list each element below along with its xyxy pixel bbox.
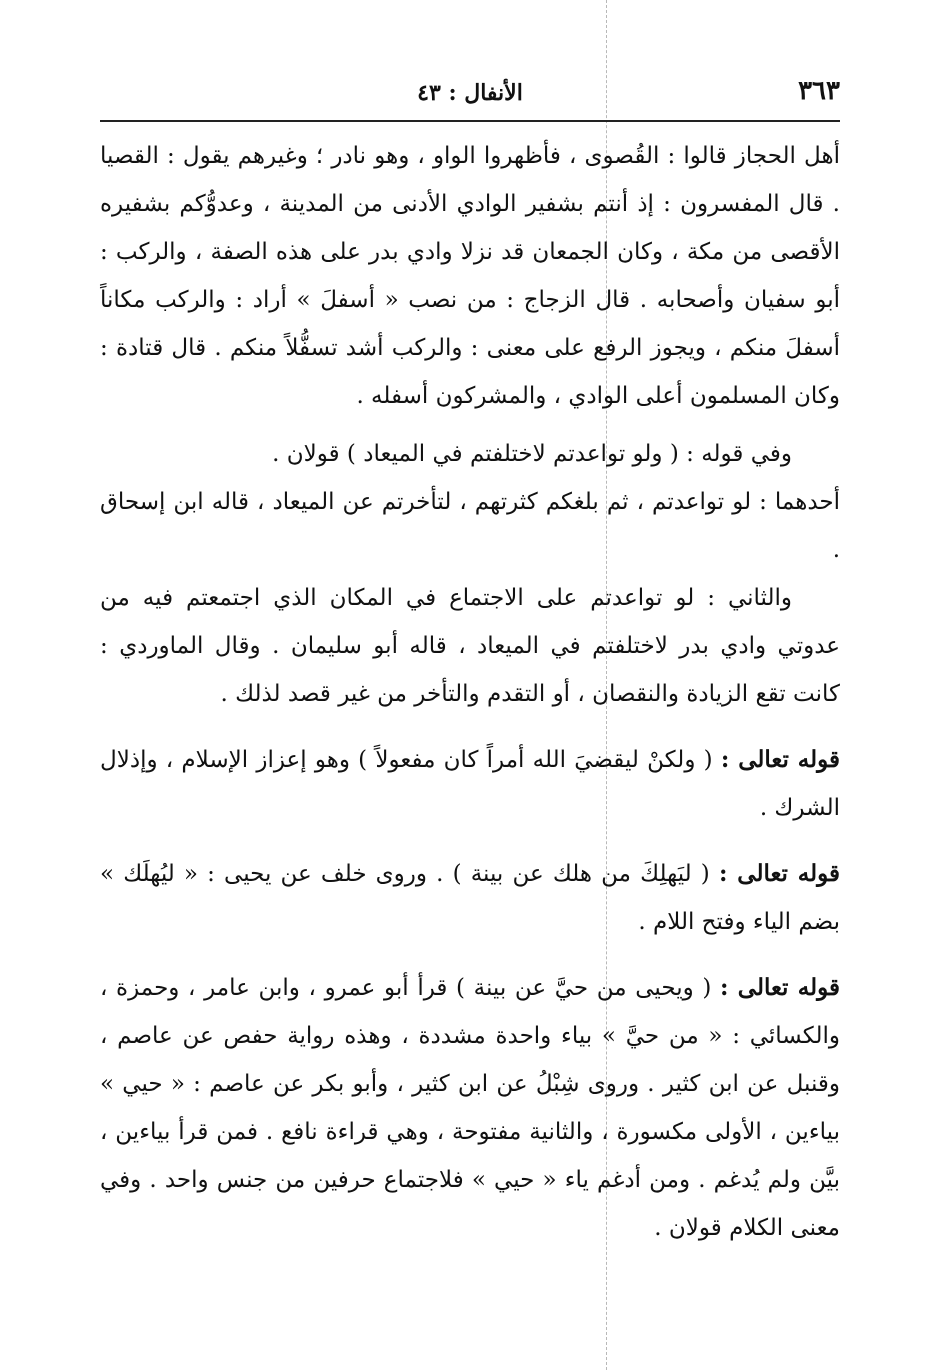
paragraph: [100, 430, 840, 478]
paragraph-text: ( ليَهلِكَ من هلك عن بينة ) . وروى خلف عن يحيى : « ليُهلَك » بضم الياء وفتح اللام .: [100, 861, 840, 935]
book-page: [100, 70, 840, 1252]
paragraph-text: أحدهما : لو تواعدتم ، ثم بلغكم كثرتهم ، لتأخرتم عن الميعاد ، قاله ابن إسحاق .: [100, 489, 840, 563]
paragraph-lead: قوله تعالى :: [718, 860, 841, 887]
paragraph: [100, 478, 840, 574]
paragraph-text: أهل الحجاز قالوا : القُصوى ، فأظهروا الواو ، وهو نادر ؛ وغيرهم يقول : القصيا . قال المفسرون : إذ أنتم بشفير الوادي الأدنى من المدينة ، وعدوُّكم بشفيره الأقصى من مكة ، وكان الجمعان قد نزلا وادي بدر على هذه الصفة ، والركب : أبو سفيان وأصحابه . قال الزجاج : من نصب « أسفلَ » أراد : والركب مكاناً أسفلَ منكم ، ويجوز الرفع على معنى : والركب أشد تسفُّلاً منكم . قال قتادة : وكان المسلمون أعلى الوادي ، والمشركون أسفله .: [100, 143, 840, 409]
page-header: [100, 70, 840, 122]
paragraph: [100, 574, 840, 718]
paragraph: [100, 132, 840, 420]
running-head: الأنفال : ٤٣: [417, 80, 523, 106]
page-number: ٣٦٣: [798, 76, 840, 106]
paragraph: [100, 736, 840, 832]
paragraph: [100, 964, 840, 1252]
paragraph-lead: قوله تعالى :: [720, 746, 841, 773]
paragraph-text: ( ولكنْ ليقضيَ الله أمراً كان مفعولاً ) وهو إعزاز الإسلام ، وإذلال الشرك .: [100, 747, 840, 821]
page-body: [100, 132, 840, 1252]
paragraph-lead: قوله تعالى :: [719, 974, 840, 1001]
paragraph-text: والثاني : لو تواعدتم على الاجتماع في المكان الذي اجتمعتم فيه من عدوتي وادي بدر لاختلفتم في الميعاد ، قاله أبو سليمان . وقال الماوردي : كانت تقع الزيادة والنقصان ، أو التقدم والتأخر من غير قصد لذلك .: [100, 585, 840, 707]
paragraph-text: ( ويحيى من حيَّ عن بينة ) قرأ أبو عمرو ، وابن عامر ، وحمزة ، والكسائي : « من حيَّ » بياء واحدة مشددة ، وهذه رواية حفص عن عاصم ، وقنبل عن ابن كثير . وروى شِبْلُ عن ابن كثير ، وأبو بكر عن عاصم : « حيي » بياءين ، الأولى مكسورة ، والثانية مفتوحة ، وهي قراءة نافع . فمن قرأ بياءين ، بيَّن ولم يُدغم . ومن أدغم ياء « حيي » فلاجتماع حرفين من جنس واحد . وفي معنى الكلام قولان .: [100, 975, 840, 1241]
paragraph: [100, 850, 840, 946]
paragraph-text: وفي قوله : ( ولو تواعدتم لاختلفتم في الميعاد ) قولان .: [272, 441, 792, 467]
